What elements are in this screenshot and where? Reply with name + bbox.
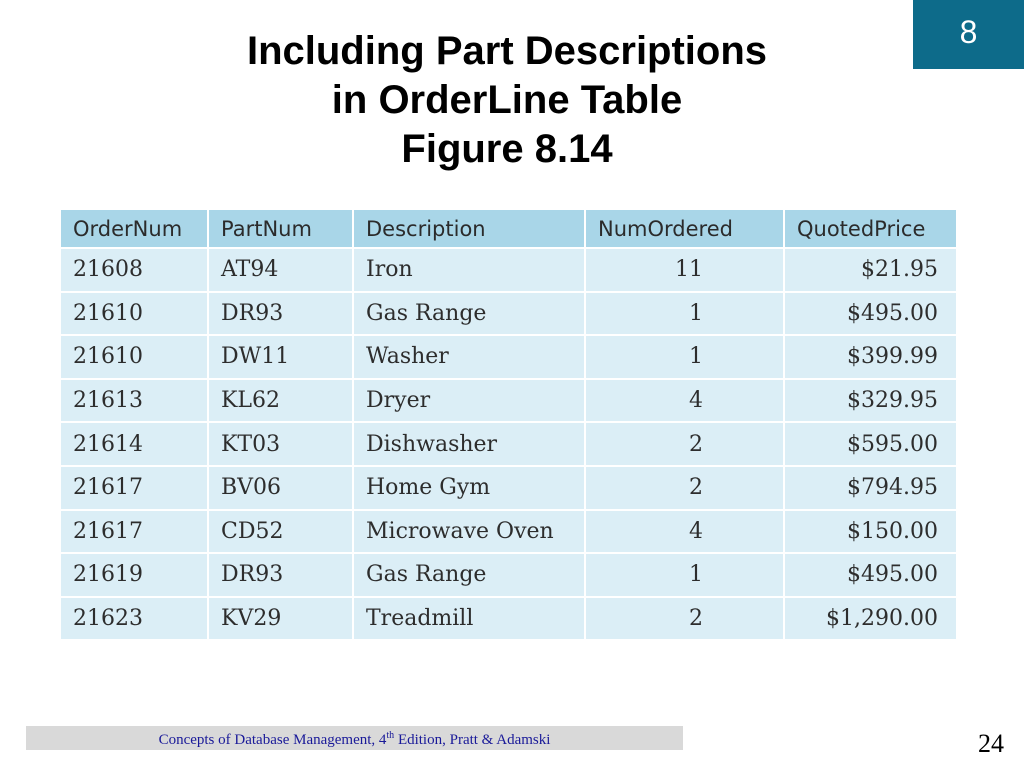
cell-description: Dryer [354,380,584,422]
cell-description: Gas Range [354,293,584,335]
footer-superscript: th [386,730,395,741]
cell-numordered: 4 [586,511,783,553]
cell-quotedprice: $21.95 [785,249,956,291]
cell-partnum: KL62 [209,380,352,422]
cell-numordered: 1 [586,293,783,335]
cell-numordered: 2 [586,598,783,640]
slide-title [150,27,864,174]
cell-partnum: KV29 [209,598,352,640]
cell-description: Gas Range [354,554,584,596]
cell-ordernum: 21613 [61,380,207,422]
footer-bar [26,726,683,750]
cell-quotedprice: $794.95 [785,467,956,509]
column-header-numordered: NumOrdered [586,210,783,247]
cell-quotedprice: $495.00 [785,293,956,335]
table-row [61,423,956,465]
table-row [61,511,956,553]
cell-partnum: CD52 [209,511,352,553]
figure-caption: Figure 8.14 [401,127,613,171]
orderline-table [59,208,958,641]
cell-numordered: 4 [586,380,783,422]
cell-ordernum: 21610 [61,336,207,378]
table-row [61,598,956,640]
chapter-badge: 8 [913,0,1024,69]
table-row [61,293,956,335]
cell-ordernum: 21610 [61,293,207,335]
cell-numordered: 1 [586,554,783,596]
cell-partnum: BV06 [209,467,352,509]
cell-quotedprice: $1,290.00 [785,598,956,640]
cell-partnum: DW11 [209,336,352,378]
table-row [61,467,956,509]
cell-numordered: 11 [586,249,783,291]
cell-description: Washer [354,336,584,378]
page-number: 24 [978,729,1004,758]
cell-quotedprice: $150.00 [785,511,956,553]
cell-numordered: 2 [586,423,783,465]
cell-ordernum: 21608 [61,249,207,291]
table-header-row [61,210,956,247]
cell-description: Iron [354,249,584,291]
cell-ordernum: 21617 [61,467,207,509]
cell-quotedprice: $399.99 [785,336,956,378]
cell-partnum: DR93 [209,293,352,335]
cell-ordernum: 21623 [61,598,207,640]
cell-partnum: AT94 [209,249,352,291]
footer-text-end: Edition, Pratt & Adamski [394,732,551,748]
cell-numordered: 2 [586,467,783,509]
footer-citation [26,730,683,749]
table-row [61,554,956,596]
cell-numordered: 1 [586,336,783,378]
table-row [61,380,956,422]
cell-partnum: KT03 [209,423,352,465]
title-line-1: Including Part Descriptions [246,29,768,73]
table-row [61,249,956,291]
cell-partnum: DR93 [209,554,352,596]
column-header-description: Description [354,210,584,247]
table-row [61,336,956,378]
column-header-ordernum: OrderNum [61,210,207,247]
cell-quotedprice: $329.95 [785,380,956,422]
column-header-quotedprice: QuotedPrice [785,210,956,247]
title-line-2: in OrderLine Table [331,78,683,122]
cell-description: Microwave Oven [354,511,584,553]
cell-description: Dishwasher [354,423,584,465]
column-header-partnum: PartNum [209,210,352,247]
footer-text-start: Concepts of Database Management, 4 [158,732,387,748]
cell-quotedprice: $595.00 [785,423,956,465]
cell-description: Home Gym [354,467,584,509]
cell-ordernum: 21617 [61,511,207,553]
cell-quotedprice: $495.00 [785,554,956,596]
cell-ordernum: 21614 [61,423,207,465]
cell-description: Treadmill [354,598,584,640]
cell-ordernum: 21619 [61,554,207,596]
